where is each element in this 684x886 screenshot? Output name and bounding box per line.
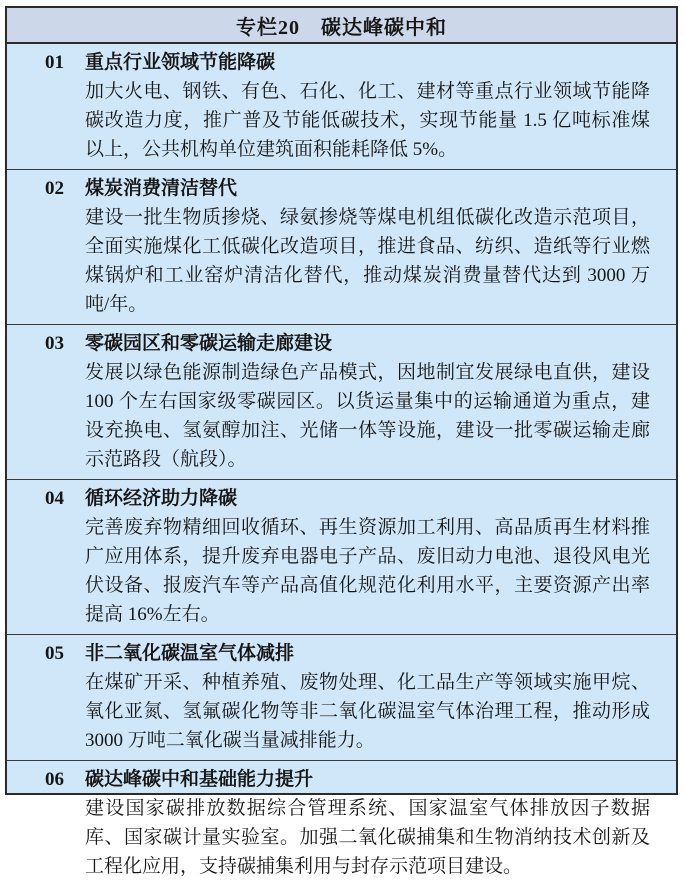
box-header bbox=[7, 8, 676, 44]
section-number: 03 bbox=[45, 333, 64, 354]
section-number: 01 bbox=[45, 52, 64, 73]
section bbox=[7, 760, 676, 886]
info-box bbox=[5, 6, 678, 877]
section-header bbox=[7, 639, 676, 668]
section-body: 完善废弃物精细回收循环、再生资源加工利用、高品质再生材料推广应用体系，提升废弃电器电子产品、废旧动力电池、退役风电光伏设备、报废汽车等产品高值化规范化利用水平，主要资源产出率提高 16%左右。 bbox=[85, 517, 650, 625]
section-body: 建设一批生物质掺烧、绿氨掺烧等煤电机组低碳化改造示范项目，全面实施煤化工低碳化改造项目，推进食品、纺织、造纸等行业燃煤锅炉和工业窑炉清洁化替代，推动煤炭消费量替代达到 3000 万吨/年。 bbox=[85, 207, 650, 315]
section-heading: 煤炭消费清洁替代 bbox=[85, 178, 238, 199]
section-heading: 重点行业领域节能降碳 bbox=[85, 52, 276, 73]
section bbox=[7, 44, 676, 169]
panel-title: 专栏20 碳达峰碳中和 bbox=[236, 16, 447, 39]
section-header bbox=[7, 329, 676, 358]
section-heading: 非二氧化碳温室气体减排 bbox=[85, 643, 295, 664]
section-heading: 循环经济助力降碳 bbox=[85, 488, 238, 509]
section bbox=[7, 479, 676, 634]
section-header bbox=[7, 484, 676, 513]
section-body: 建设国家碳排放数据综合管理系统、国家温室气体排放因子数据库、国家碳计量实验室。加强二氧化碳捕集和生物消纳技术创新及工程化应用，支持碳捕集利用与封存示范项目建设。 bbox=[85, 798, 650, 877]
section bbox=[7, 169, 676, 324]
section bbox=[7, 324, 676, 479]
section-number: 05 bbox=[45, 643, 64, 664]
section-body: 加大火电、钢铁、有色、石化、化工、建材等重点行业领域节能降碳改造力度，推广普及节能低碳技术，实现节能量 1.5 亿吨标准煤以上，公共机构单位建筑面积能耗降低 5%。 bbox=[85, 81, 650, 160]
box-sections bbox=[7, 44, 676, 886]
section-header bbox=[7, 48, 676, 77]
section bbox=[7, 634, 676, 760]
section-number: 06 bbox=[45, 769, 64, 790]
section-body: 在煤矿开采、种植养殖、废物处理、化工品生产等领域实施甲烷、氧化亚氮、氢氟碳化物等非二氧化碳温室气体治理工程，推动形成 3000 万吨二氧化碳当量减排能力。 bbox=[85, 672, 650, 751]
section-header bbox=[7, 174, 676, 203]
section-body: 发展以绿色能源制造绿色产品模式，因地制宜发展绿电直供，建设 100 个左右国家级零碳园区。以货运量集中的运输通道为重点，建设充换电、氢氨醇加注、光储一体等设施，建设一批零碳运输走廊示范路段（航段）。 bbox=[85, 362, 650, 470]
section-number: 04 bbox=[45, 488, 64, 509]
section-number: 02 bbox=[45, 178, 64, 199]
section-heading: 零碳园区和零碳运输走廊建设 bbox=[85, 333, 333, 354]
section-header bbox=[7, 765, 676, 794]
section-heading: 碳达峰碳中和基础能力提升 bbox=[85, 769, 314, 790]
